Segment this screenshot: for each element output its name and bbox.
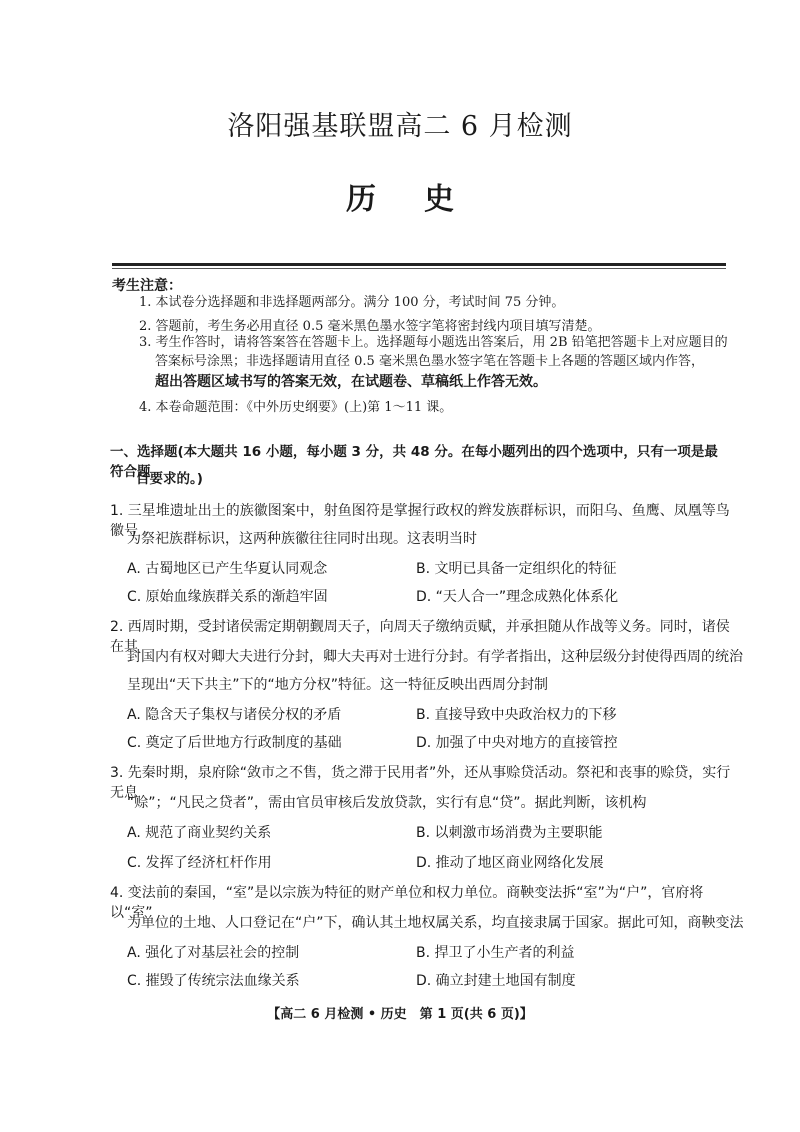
question-3-stem: “赊”；“凡民之贷者”，需由官员审核后发放贷款，实行有息“贷”。据此判断，该机构 bbox=[127, 795, 647, 811]
question-3-option-d: D. 推动了地区商业网络化发展 bbox=[416, 855, 604, 871]
question-2-option-a: A. 隐含天子集权与诸侯分权的矛盾 bbox=[127, 707, 342, 723]
question-2-option-c: C. 奠定了后世地方行政制度的基础 bbox=[127, 735, 342, 751]
question-1-option-c: C. 原始血缘族群关系的渐趋牢固 bbox=[127, 589, 328, 605]
question-1-stem: 1. 三星堆遗址出土的族徽图案中，射鱼图符是掌握行政权的辫发族群标识，而阳乌、鱼鹰、凤凰等鸟徽号 bbox=[110, 503, 730, 539]
notice-item: 4. 本卷命题范围：《中外历史纲要》(上)第 1～11 课。 bbox=[139, 400, 453, 415]
question-1-stem: 为祭祀族群标识，这两种族徽往往同时出现。这表明当时 bbox=[127, 531, 477, 547]
section-instructions: 一、选择题(本大题共 16 小题，每小题 3 分，共 48 分。在每小题列出的四个选项中，只有一项是最符合题 bbox=[110, 444, 718, 480]
question-1-option-a: A. 古蜀地区已产生华夏认同观念 bbox=[127, 561, 328, 577]
header-divider-thin bbox=[112, 268, 726, 269]
subject-char: 史 bbox=[424, 182, 454, 217]
question-2-option-b: B. 直接导致中央政治权力的下移 bbox=[416, 707, 617, 723]
subject-char: 历 bbox=[346, 182, 376, 217]
question-4-option-b: B. 捍卫了小生产者的利益 bbox=[416, 945, 575, 961]
question-4-option-c: C. 摧毁了传统宗法血缘关系 bbox=[127, 973, 300, 989]
question-2-stem: 2. 西周时期，受封诸侯需定期朝觐周天子，向周天子缴纳贡赋，并承担随从作战等义务。同时，诸侯在其 bbox=[110, 619, 730, 655]
question-4-stem: 4. 变法前的秦国，“室”是以宗族为特征的财产单位和权力单位。商鞅变法拆“室”为“户”，官府将以“室” bbox=[110, 885, 704, 921]
question-3-option-b: B. 以刺激市场消费为主要职能 bbox=[416, 825, 603, 841]
page-footer: 【高二 6 月检测 • 历史 第 1 页(共 6 页)】 bbox=[267, 1007, 533, 1022]
question-4-option-d: D. 确立封建土地国有制度 bbox=[416, 973, 576, 989]
question-4-stem: 为单位的土地、人口登记在“户”下，确认其土地权属关系，均直接隶属于国家。据此可知，商鞅变法 bbox=[127, 915, 744, 931]
question-4-option-a: A. 强化了对基层社会的控制 bbox=[127, 945, 300, 961]
section-instructions-continued: 目要求的。) bbox=[136, 471, 203, 487]
header-divider bbox=[112, 263, 726, 266]
notice-item-continued: 答案标号涂黑；非选择题请用直径 0.5 毫米黑色墨水签字笔在答题卡上各题的答题区域内作答， bbox=[155, 354, 704, 369]
notice-item: 2. 答题前，考生务必用直径 0.5 毫米黑色墨水签字笔将密封线内项目填写清楚。 bbox=[139, 319, 601, 334]
question-2-stem: 封国内有权对卿大夫进行分封，卿大夫再对士进行分封。有学者指出，这种层级分封使得西周的统治 bbox=[127, 649, 743, 665]
subject-title bbox=[0, 174, 800, 218]
exam-title: 洛阳强基联盟高二 6 月检测 bbox=[227, 111, 573, 142]
notice-item: 3. 考生作答时，请将答案答在答题卡上。选择题每小题选出答案后，用 2B 铅笔把答题卡上对应题目的 bbox=[139, 335, 728, 350]
question-3-option-c: C. 发挥了经济杠杆作用 bbox=[127, 855, 272, 871]
question-2-option-d: D. 加强了中央对地方的直接管控 bbox=[416, 735, 618, 751]
question-1-option-b: B. 文明已具备一定组织化的特征 bbox=[416, 561, 617, 577]
notice-item-emphasis: 超出答题区域书写的答案无效，在试题卷、草稿纸上作答无效。 bbox=[155, 374, 547, 390]
notice-item: 1. 本试卷分选择题和非选择题两部分。满分 100 分，考试时间 75 分钟。 bbox=[139, 295, 565, 310]
question-3-option-a: A. 规范了商业契约关系 bbox=[127, 825, 272, 841]
question-1-option-d: D. “天人合一”理念成熟化体系化 bbox=[416, 589, 619, 605]
question-2-stem: 呈现出“天下共主”下的“地方分权”特征。这一特征反映出西周分封制 bbox=[127, 677, 549, 693]
question-3-stem: 3. 先秦时期，泉府除“敛市之不售，货之滞于民用者”外，还从事赊贷活动。祭祀和丧事的赊贷，实行无息 bbox=[110, 765, 731, 801]
notice-heading: 考生注意： bbox=[112, 278, 182, 294]
